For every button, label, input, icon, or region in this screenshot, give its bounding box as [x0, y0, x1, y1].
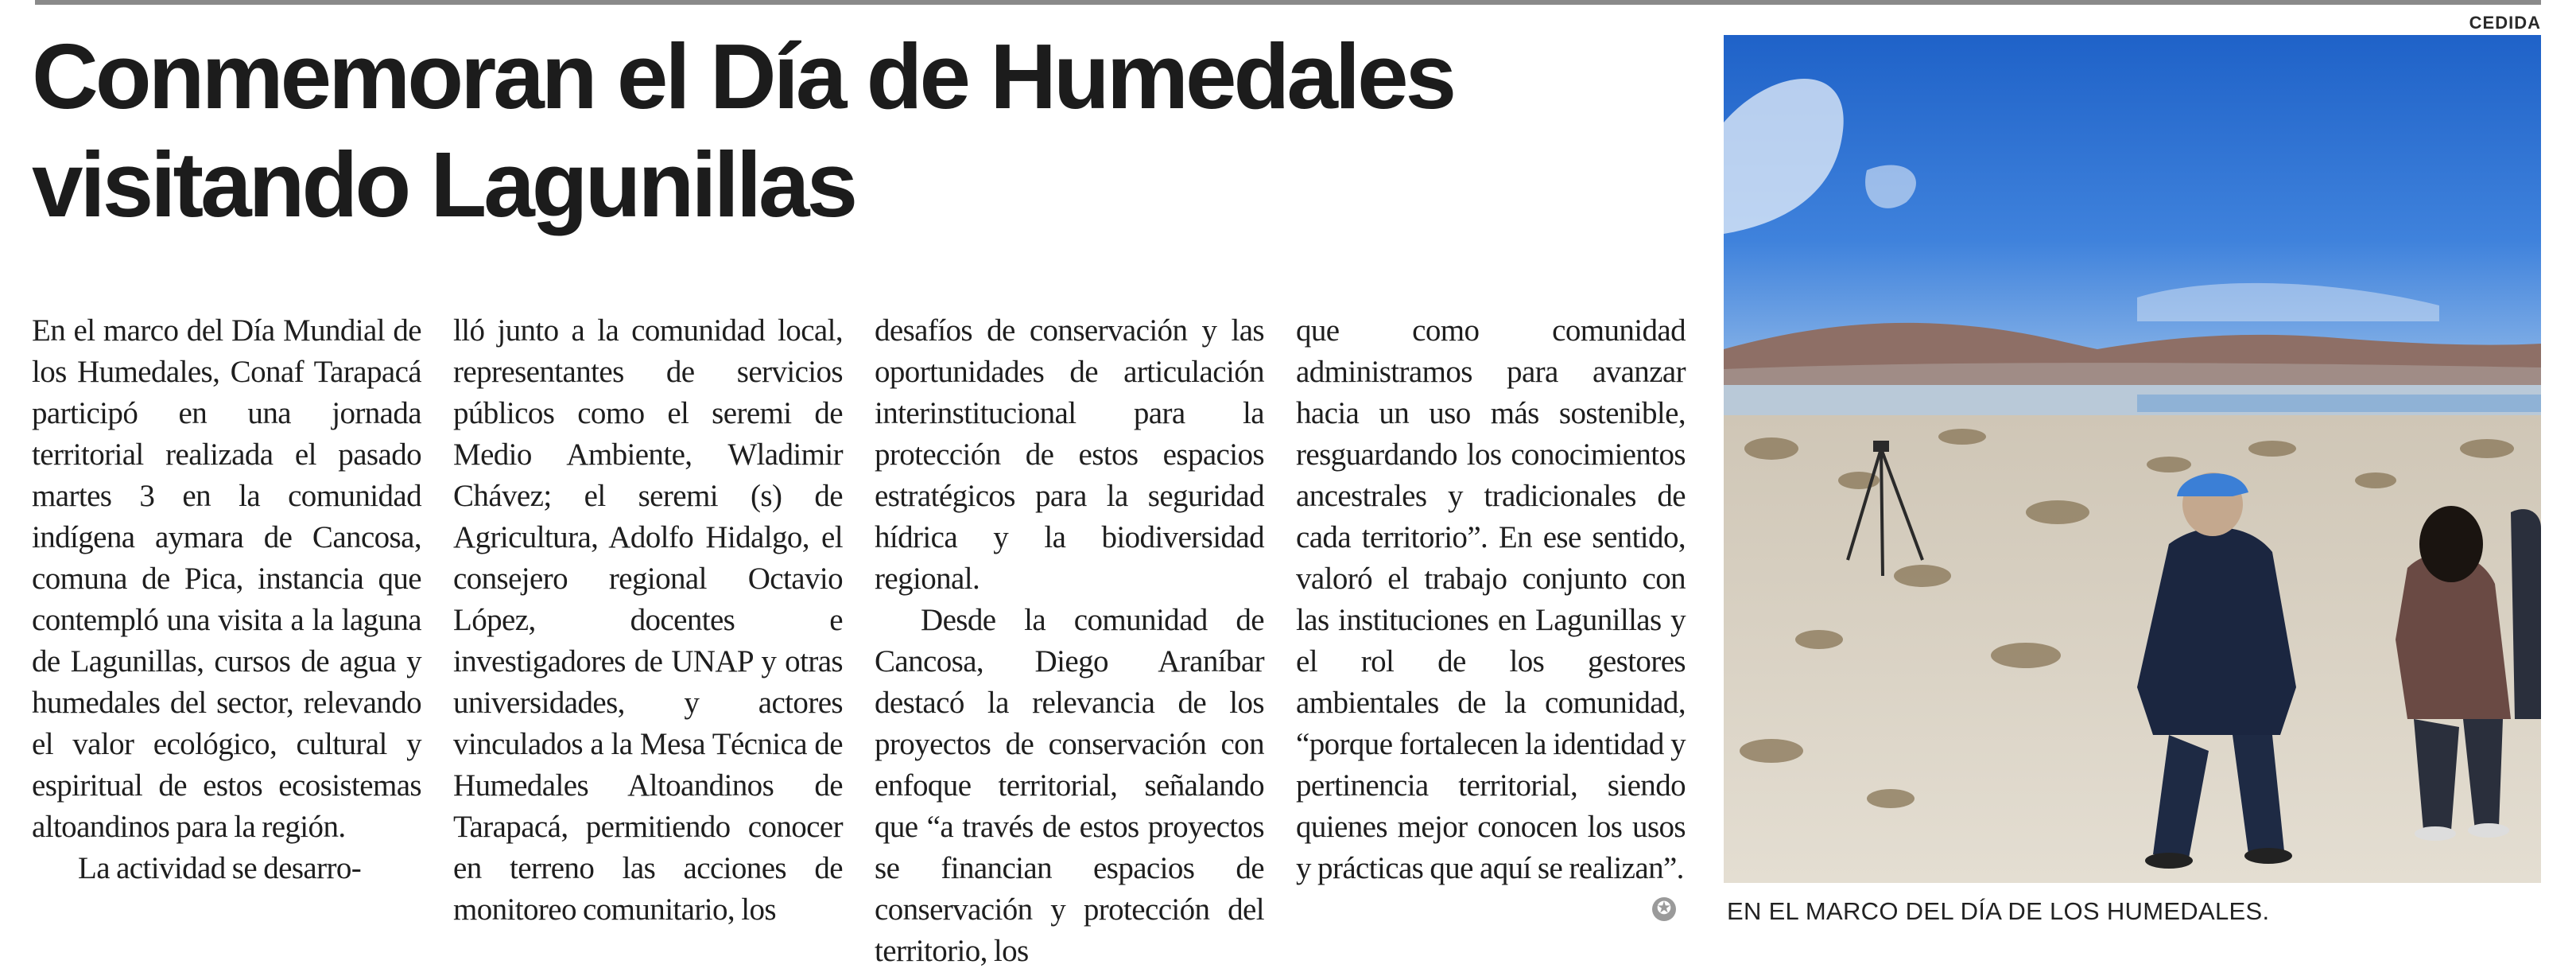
- top-rule: [35, 0, 2541, 5]
- photo-credit: CEDIDA: [2469, 13, 2541, 33]
- headline-line-2: visitando Lagunillas: [32, 133, 855, 236]
- paragraph: En el marco del Día Mundial de los Humedales, Conaf Tarapacá participó en una jornada territorial realizada el pasado martes 3 en la comunidad indígena aymara de Cancosa, comuna de Pica, instancia que contempló una visita a la laguna de Lagunillas, cursos de agua y humedales del sector, relevando el valor ecológico, cultural y espiritual de estos ecosistemas altoandinos para la región.: [32, 313, 421, 844]
- end-of-article-star-icon: ✪: [1652, 897, 1676, 921]
- headline-line-1: Conmemoran el Día de Humedales: [32, 25, 1454, 128]
- paragraph: que como comunidad administramos para avanzar hacia un uso más sostenible, resguardando los conocimientos ancestrales y tradicionales de cada territorio”. En ese sentido, valoró el trabajo conjunto con las instituciones en Lagunillas y el rol de los gestores ambientales de la comunidad, “porque fortalecen la identidad y pertinencia territorial, siendo quienes mejor conocen los usos y prácticas que aquí se realizan”.: [1296, 313, 1686, 885]
- article-column-2: [453, 310, 843, 947]
- article-column-1: [32, 310, 421, 947]
- paragraph: lló junto a la comunidad local, representantes de servicios públicos como el seremi de Medio Ambiente, Wladimir Chávez; el seremi (s) de Agricultura, Adolfo Hidalgo, el consejero regional Octavio López, docentes e investigadores de UNAP y otras universidades, y actores vinculados a la Mesa Técnica de Humedales Altoandinos de Tarapacá, permitiendo conocer en terreno las acciones de monitoreo comunitario, los: [453, 313, 843, 927]
- article-column-4: [1296, 310, 1686, 947]
- photo-illustration: [1724, 35, 2541, 883]
- paragraph: La actividad se desarro-: [78, 851, 362, 885]
- sky: [1724, 35, 2541, 377]
- article-photo: [1724, 35, 2541, 883]
- paragraph: desafíos de conservación y las oportunidades de articulación interinstitucional para la protección de estos espacios estratégicos para la seguridad hídrica y la biodiversidad regional.: [875, 313, 1264, 596]
- headline: [32, 22, 1717, 239]
- paragraph: Desde la comunidad de Cancosa, Diego Araníbar destacó la relevancia de los proyectos de conservación con enfoque territorial, señalando que “a través de estos proyectos se financian espacios de conservación y protección del territorio, los: [875, 603, 1264, 968]
- article-body: [32, 310, 1686, 968]
- photo-caption: EN EL MARCO DEL DÍA DE LOS HUMEDALES.: [1727, 897, 2270, 925]
- article-column-3: [875, 310, 1264, 968]
